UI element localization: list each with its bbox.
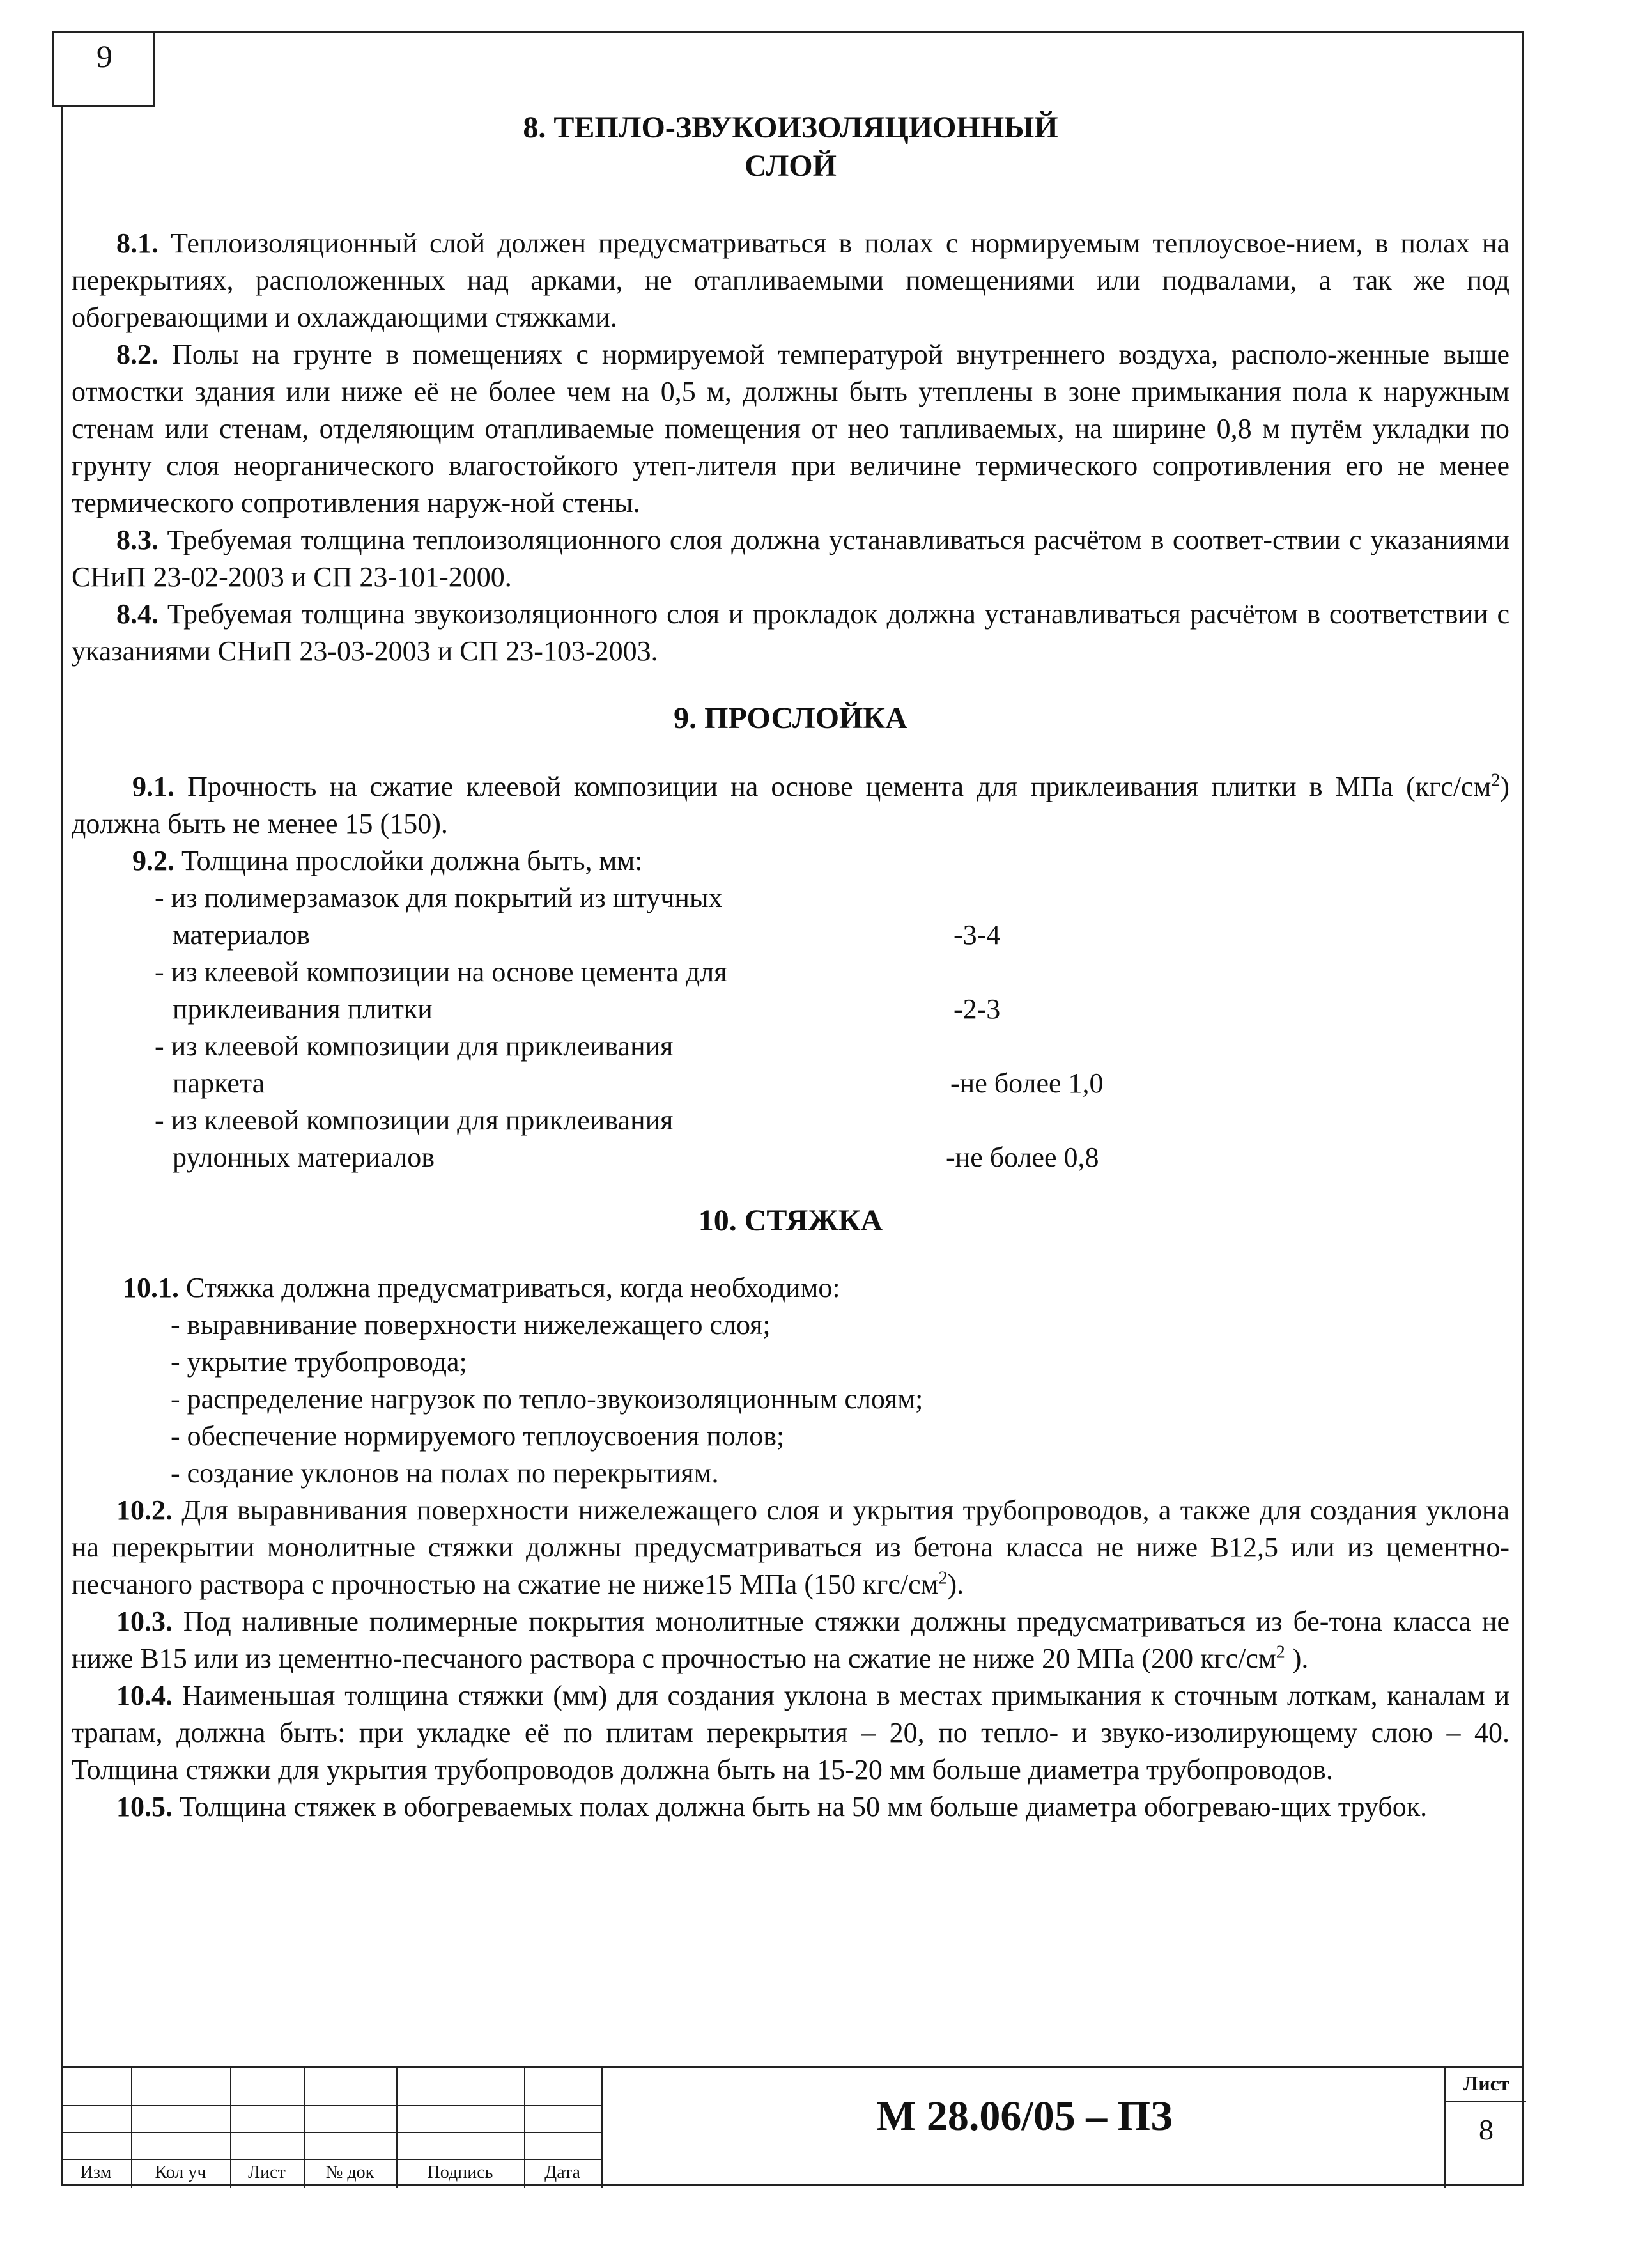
item-line1: - из клеевой композиции для приклеивания <box>155 1030 674 1062</box>
paragraph-10-3 <box>72 1603 1509 1677</box>
paragraph-10-4 <box>72 1677 1509 1789</box>
sheet-number-cell <box>1444 2068 1524 2188</box>
item-value: -2-3 <box>953 993 1001 1025</box>
thickness-item <box>72 1028 1509 1102</box>
item-line1: - из клеевой композиции на основе цемента для <box>155 956 727 988</box>
paragraph-text: Для выравнивания поверхности нижележащего слоя и укрытия трубопроводов, а также для создания уклона на перекрытии монолитные стяжки должны предусматриваться из бетона класса не ниже В12,5 или из цементно-песчаного раствора с прочностью на сжатие не ниже15 МПа (150 кгс/см <box>72 1494 1509 1600</box>
paragraph-number: 9.2. <box>132 845 174 876</box>
paragraph-8-3 <box>72 522 1509 596</box>
paragraph-number: 10.1. <box>123 1272 179 1303</box>
document-code-cell <box>601 2068 1446 2188</box>
page-number-box <box>52 31 155 107</box>
paragraph-text: Полы на грунте в помещениях с нормируемой температурой внутреннего воздуха, располо-женные выше отмостки здания или ниже её не более чем на 0,5 м, должны быть утеплены в зоне примыкания пола к наружным стенам или стенам, отделяющим отапливаемые помещения от нео тапливаемых, на ширине 0,8 м путём укладки по грунту слоя неорганического влагостойкого утеп-лителя при величине термического сопротивления его не менее термического сопротивления наруж-ной стены. <box>72 339 1509 518</box>
superscript: 2 <box>938 1568 948 1588</box>
paragraph-number: 10.5. <box>116 1791 173 1822</box>
paragraph-9-2 <box>72 842 1509 880</box>
section-8-title-line2: СЛОЙ <box>745 149 837 183</box>
stamp-label-sheet: Лист <box>248 2162 286 2182</box>
item-line2: паркета <box>173 1067 265 1099</box>
section-10-title: 10. СТЯЖКА <box>698 1204 883 1238</box>
document-body <box>72 109 1509 1826</box>
paragraph-text: Наименьшая толщина стяжки (мм) для создания уклона в местах примыкания к сточным лоткам, каналам и трапам, должна быть: при укладке её по плитам перекрытия – 20, по тепло- и звуко-изолирующему слою – 40. Толщина стяжки для укрытия трубопроводов должна быть на 15-20 мм больше диаметра трубопроводов. <box>72 1680 1509 1785</box>
paragraph-number: 8.1. <box>116 228 158 259</box>
paragraph-text: ). <box>1285 1643 1309 1674</box>
paragraph-8-1 <box>72 225 1509 336</box>
paragraph-9-1 <box>72 768 1509 842</box>
item-line2: материалов <box>173 919 310 951</box>
thickness-item <box>72 1102 1509 1176</box>
paragraph-text: Теплоизоляционный слой должен предусматриваться в полах с нормируемым теплоусвое-нием, в полах на перекрытиях, расположенных над арками, не отапливаемыми помещениями или подвалами, а так же под обогревающими и охлаждающими стяжками. <box>72 228 1509 333</box>
paragraph-number: 10.2. <box>116 1494 173 1526</box>
paragraph-number: 8.4. <box>116 598 158 630</box>
item-value: -не более 1,0 <box>950 1067 1104 1099</box>
stamp-label-date: Дата <box>544 2162 580 2182</box>
paragraph-10-2 <box>72 1492 1509 1603</box>
section-8-title-line1: 8. ТЕПЛО-ЗВУКОИЗОЛЯЦИОННЫЙ <box>523 111 1058 144</box>
paragraph-text: Прочность на сжатие клеевой композиции на основе цемента для приклеивания плитки в МПа (кгс/см <box>174 771 1492 802</box>
paragraph-text: ). <box>947 1569 964 1600</box>
item-line2: приклеивания плитки <box>173 993 433 1025</box>
paragraph-text: Толщина прослойки должна быть, мм: <box>174 845 643 876</box>
paragraph-10-1 <box>72 1269 1509 1307</box>
paragraph-text: Толщина стяжек в обогреваемых полах должна быть на 50 мм больше диаметра обогреваю-щих трубок. <box>173 1791 1428 1822</box>
paragraph-8-4 <box>72 596 1509 670</box>
sheet-label: Лист <box>1463 2072 1509 2095</box>
list-item: - обеспечение нормируемого теплоусвоения полов; <box>171 1420 785 1452</box>
list-item: - выравнивание поверхности нижележащего слоя; <box>171 1309 771 1340</box>
item-value: -3-4 <box>953 919 1001 951</box>
page-number: 9 <box>96 38 112 74</box>
revision-grid <box>61 2068 601 2188</box>
item-line1: - из полимерзамазок для покрытий из штучных <box>155 882 723 913</box>
superscript: 2 <box>1276 1642 1285 1663</box>
stamp-label-doc: № док <box>325 2162 374 2182</box>
title-block <box>61 2066 1524 2188</box>
sheet-number: 8 <box>1479 2113 1494 2146</box>
list-item: - создание уклонов на полах по перекрытиям. <box>171 1457 719 1489</box>
superscript: 2 <box>1491 770 1501 791</box>
thickness-item <box>72 880 1509 954</box>
paragraph-number: 8.3. <box>116 524 158 555</box>
list-item: - распределение нагрузок по тепло-звукоизоляционным слоям; <box>171 1383 923 1415</box>
paragraph-number: 10.3. <box>116 1606 173 1637</box>
paragraph-text: Требуемая толщина теплоизоляционного слоя должна устанавливаться расчётом в соответ-ствии с указаниями СНиП 23-02-2003 и СП 23-101-2000. <box>72 524 1509 593</box>
paragraph-text: ) должна быть не менее 15 (150). <box>72 771 1509 839</box>
stamp-label-count: Кол уч <box>155 2162 206 2182</box>
paragraph-text: Под наливные полимерные покрытия монолитные стяжки должны предусматриваться из бе-тона класса не ниже В15 или из цементно-песчаного раствора с прочностью на сжатие не ниже 20 МПа (200 кгс/см <box>72 1606 1509 1674</box>
thickness-item <box>72 954 1509 1028</box>
section-8-title <box>72 109 1509 185</box>
paragraph-number: 8.2. <box>116 339 158 370</box>
paragraph-number: 10.4. <box>116 1680 173 1711</box>
item-line1: - из клеевой композиции для приклеивания <box>155 1105 674 1136</box>
section-9-title: 9. ПРОСЛОЙКА <box>674 701 907 735</box>
paragraph-number: 9.1. <box>132 771 174 802</box>
paragraph-10-5 <box>72 1789 1509 1826</box>
item-value: -не более 0,8 <box>946 1142 1099 1173</box>
paragraph-8-2 <box>72 336 1509 522</box>
list-item: - укрытие трубопровода; <box>171 1346 467 1378</box>
document-code: М 28.06/05 – ПЗ <box>876 2093 1173 2139</box>
paragraph-text: Требуемая толщина звукоизоляционного слоя и прокладок должна устанавливаться расчётом в соответствии с указаниями СНиП 23-03-2003 и СП 23-103-2003. <box>72 598 1509 667</box>
item-line2: рулонных материалов <box>173 1142 435 1173</box>
stamp-label-change: Изм <box>80 2162 112 2182</box>
paragraph-text: Стяжка должна предусматриваться, когда необходимо: <box>179 1272 840 1303</box>
stamp-label-signature: Подпись <box>427 2162 493 2182</box>
